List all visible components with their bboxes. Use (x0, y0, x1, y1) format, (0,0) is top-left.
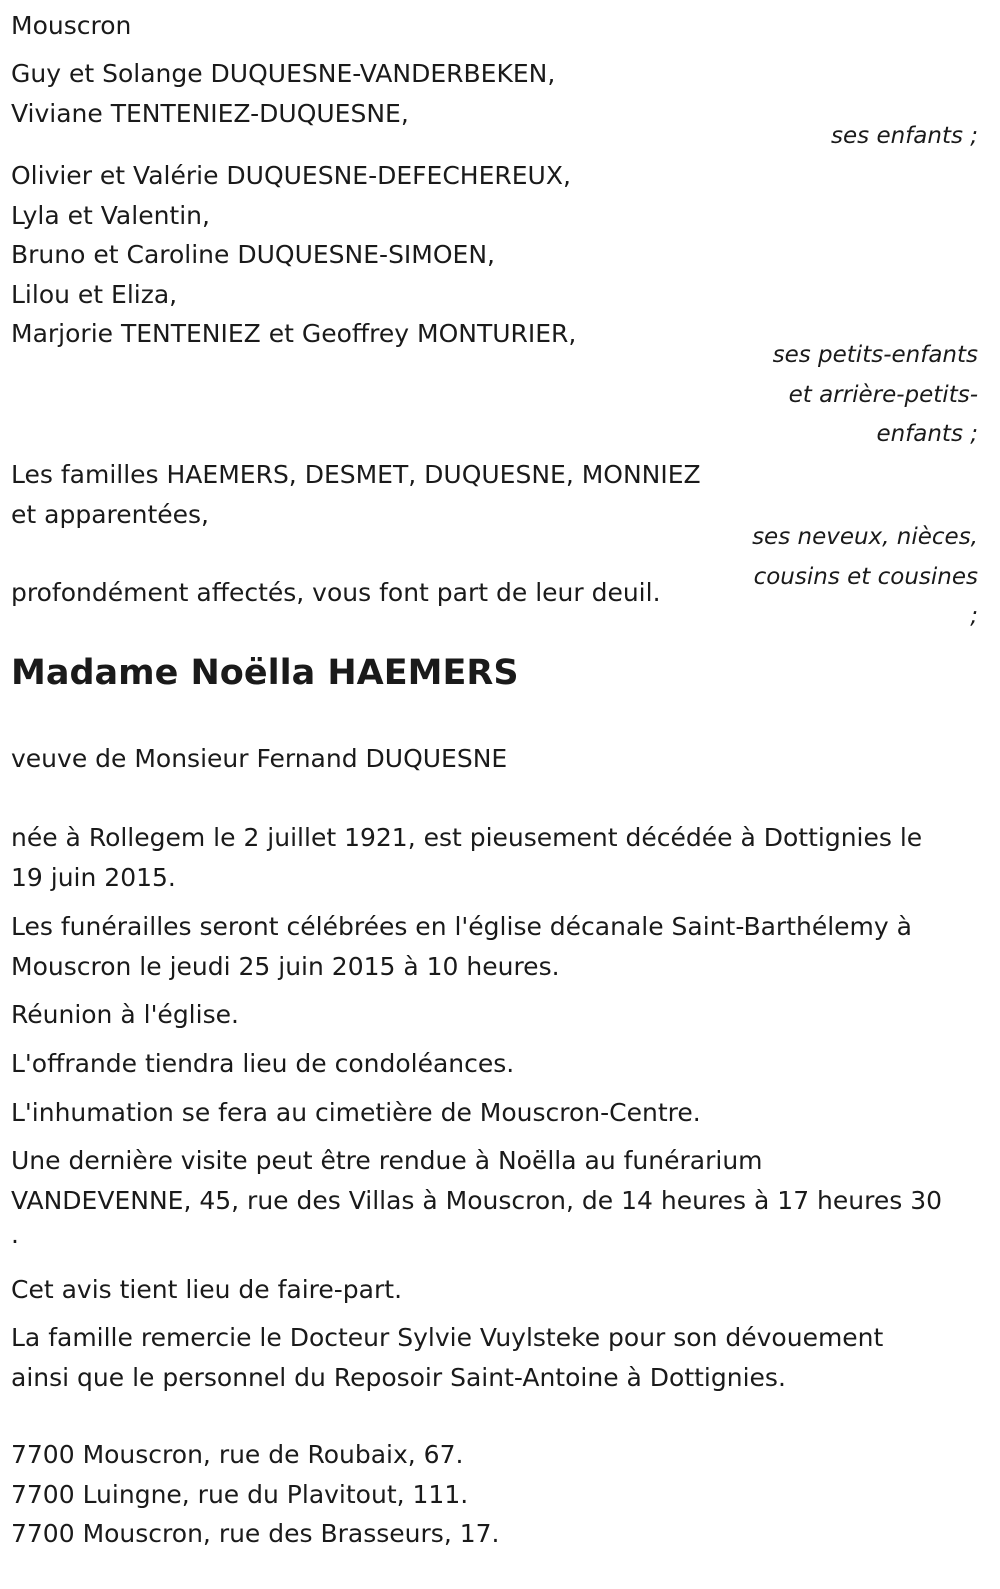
paragraph-line: La famille remercie le Docteur Sylvie Vuylsteke pour son dévouement (11, 1323, 884, 1352)
relatives-role-line: ; (970, 603, 978, 629)
birth-death-paragraph (11, 818, 922, 897)
relatives-block (11, 455, 701, 534)
location-heading (11, 6, 131, 46)
children-role (831, 117, 978, 157)
deceased-name-text: Madame Noëlla HAEMERS (11, 653, 519, 693)
children-line: Guy et Solange DUQUESNE-VANDERBEKEN, (11, 59, 556, 88)
grandchildren-line: Lilou et Eliza, (11, 279, 178, 309)
relatives-role (752, 518, 978, 637)
offering-paragraph (11, 1044, 514, 1084)
relatives-line: Les familles HAEMERS, DESMET, DUQUESNE, MONNIEZ (11, 460, 701, 489)
children-role-text: ses enfants ; (831, 123, 978, 149)
grandchildren-line: Bruno et Caroline DUQUESNE-SIMOEN, (11, 240, 495, 269)
paragraph-line: ainsi que le personnel du Reposoir Saint-Antoine à Dottignies. (11, 1362, 786, 1392)
grandchildren-role-line: et arrière-petits- (788, 381, 978, 408)
visit-paragraph (11, 1141, 942, 1250)
burial-paragraph (11, 1093, 701, 1133)
address-line: 7700 Mouscron, rue des Brasseurs, 17. (11, 1519, 500, 1548)
paragraph-line: Une dernière visite peut être rendue à Noëlla au funérarium (11, 1146, 763, 1175)
grandchildren-role-line: ses petits-enfants (772, 342, 978, 368)
grandchildren-block (11, 156, 576, 354)
paragraph-line: VANDEVENNE, 45, rue des Villas à Mouscron, de 14 heures à 17 heures 30 (11, 1185, 943, 1215)
relatives-role-line: cousins et cousines (753, 563, 978, 590)
grandchildren-role (773, 336, 978, 455)
funeral-paragraph (11, 907, 912, 986)
announcement-text: profondément affectés, vous font part de leur deuil. (11, 578, 661, 607)
paragraph-line: Les funérailles seront célébrées en l'église décanale Saint-Barthélemy à (11, 912, 912, 941)
children-block (11, 54, 555, 133)
address-line: 7700 Mouscron, rue de Roubaix, 67. (11, 1440, 464, 1469)
paragraph-line: . (11, 1220, 19, 1249)
widow-of-text: veuve de Monsieur Fernand DUQUESNE (11, 744, 508, 773)
thanks-paragraph (11, 1318, 883, 1397)
children-line: Viviane TENTENIEZ-DUQUESNE, (11, 98, 409, 128)
relatives-line: et apparentées, (11, 499, 209, 529)
grandchildren-role-line: enfants ; (876, 421, 978, 447)
relatives-role-line: ses neveux, nièces, (752, 524, 978, 550)
grandchildren-line: Olivier et Valérie DUQUESNE-DEFECHEREUX, (11, 161, 571, 190)
address-line: 7700 Luingne, rue du Plavitout, 111. (11, 1479, 469, 1509)
paragraph-line: L'offrande tiendra lieu de condoléances. (11, 1049, 515, 1078)
widow-of (11, 739, 507, 779)
grandchildren-line: Marjorie TENTENIEZ et Geoffrey MONTURIER, (11, 319, 577, 348)
paragraph-line: Réunion à l'église. (11, 1000, 239, 1029)
paragraph-line: Cet avis tient lieu de faire-part. (11, 1275, 403, 1304)
announcement (11, 573, 661, 613)
notice-paragraph (11, 1270, 402, 1310)
paragraph-line: 19 juin 2015. (11, 862, 176, 892)
paragraph-line: née à Rollegem le 2 juillet 1921, est pieusement décédée à Dottignies le (11, 823, 923, 852)
grandchildren-line: Lyla et Valentin, (11, 200, 210, 230)
deceased-name (11, 651, 519, 695)
location-text: Mouscron (11, 11, 132, 40)
meeting-paragraph (11, 995, 239, 1035)
paragraph-line: L'inhumation se fera au cimetière de Mouscron-Centre. (11, 1098, 701, 1127)
paragraph-line: Mouscron le jeudi 25 juin 2015 à 10 heures. (11, 951, 560, 981)
addresses-block (11, 1435, 499, 1554)
